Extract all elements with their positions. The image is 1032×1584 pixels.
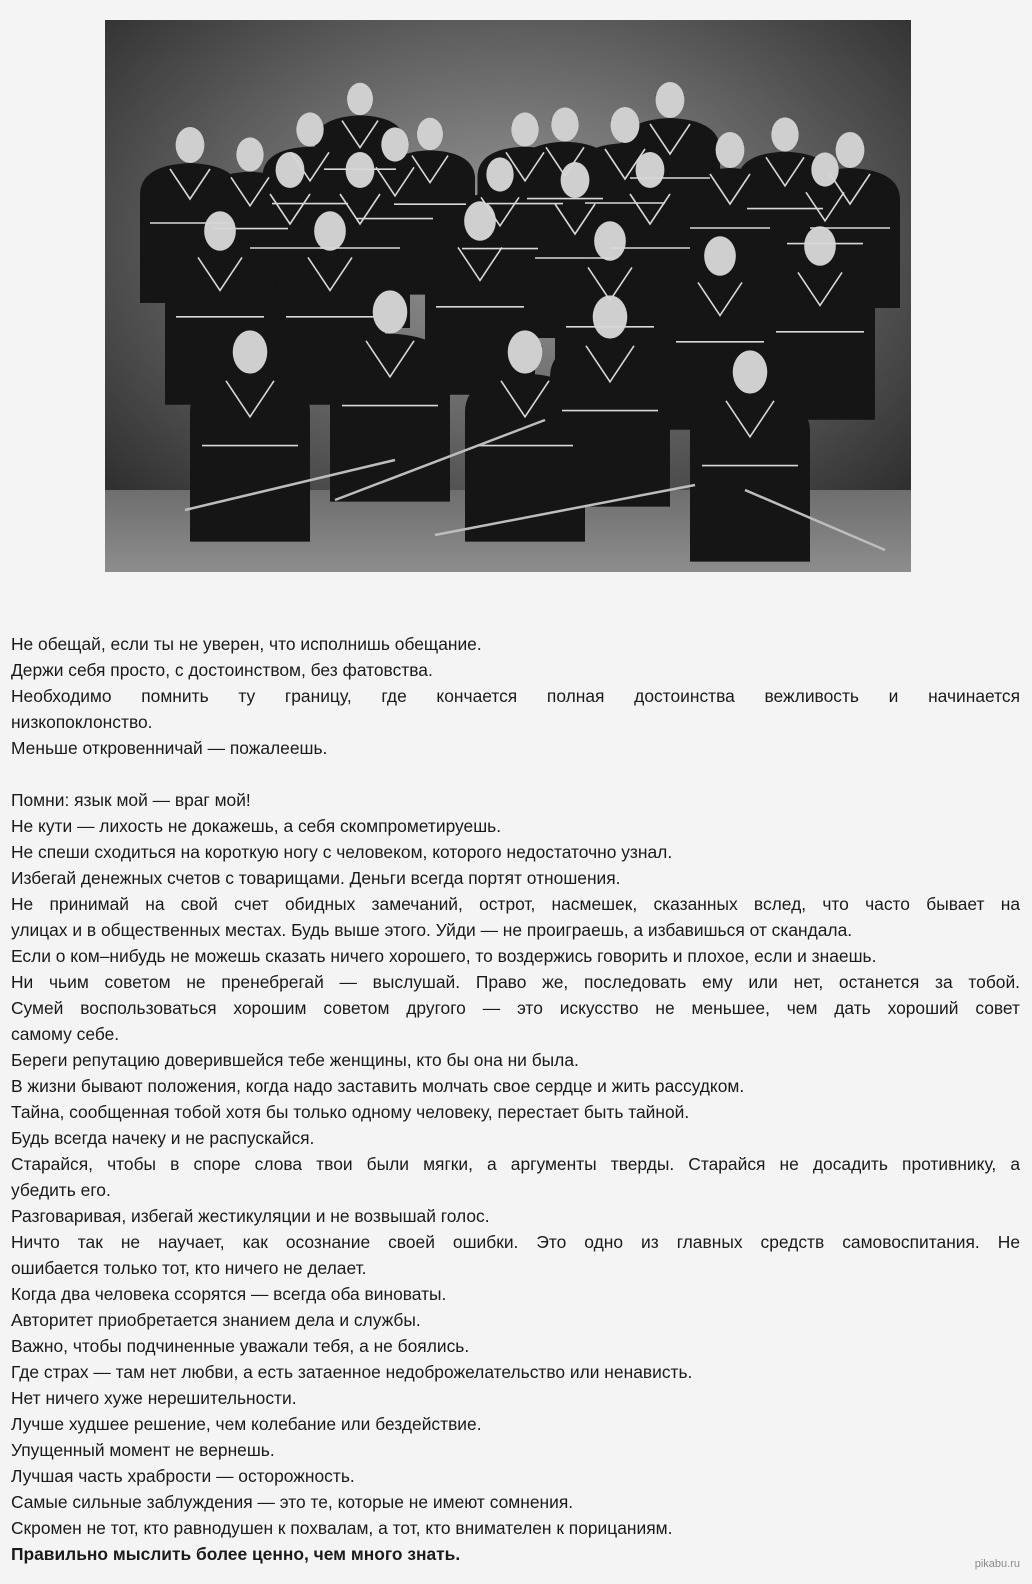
officer-face	[656, 82, 685, 118]
text-line: Береги репутацию доверившейся тебе женщины, кто бы она ни была.	[11, 1050, 579, 1070]
officer-face	[836, 132, 865, 168]
officer-figure	[330, 334, 450, 502]
officer-face	[176, 127, 205, 163]
officer-face	[204, 211, 236, 251]
text-line: Когда два человека ссорятся — всегда оба виноваты.	[11, 1284, 447, 1304]
text-line: низкопоклонство.	[11, 712, 153, 732]
officer-face	[593, 295, 628, 338]
officer-face	[296, 112, 323, 146]
officer-face	[611, 107, 640, 143]
officer-face	[276, 152, 305, 188]
officer-face	[417, 118, 443, 150]
text-line: Не спеши сходиться на короткую ногу с человеком, которого недостаточно узнал.	[11, 842, 673, 862]
officers-photo-illustration	[105, 20, 911, 572]
officer-face	[381, 127, 408, 161]
officer-face	[561, 162, 590, 198]
text-line: Авторитет приобретается знанием дела и службы.	[11, 1310, 421, 1330]
text-line: Старайся, чтобы в споре слова твои были мягки, а аргументы тверды. Старайся не досадить противнику, а	[11, 1154, 1020, 1174]
text-line: Упущенный момент не вернешь.	[11, 1440, 275, 1460]
text-line: Где страх — там нет любви, а есть затаенное недоброжелательство или ненависть.	[11, 1362, 693, 1382]
officer-face	[347, 83, 373, 115]
officer-face	[508, 330, 543, 373]
officer-face	[373, 290, 408, 333]
text-line: Лучше худшее решение, чем колебание или бездействие.	[11, 1414, 482, 1434]
officer-face	[716, 132, 745, 168]
text-line: Скромен не тот, кто равнодушен к похвалам, а тот, кто внимателен к порицаниям.	[11, 1518, 673, 1538]
text-line: В жизни бывают положения, когда надо заставить молчать свое сердце и жить рассудком.	[11, 1076, 745, 1096]
text-line: Избегай денежных счетов с товарищами. Деньги всегда портят отношения.	[11, 868, 621, 888]
text-line: Самые сильные заблуждения — это те, которые не имеют сомнения.	[11, 1492, 574, 1512]
text-line-bold: Правильно мыслить более ценно, чем много знать.	[11, 1544, 461, 1564]
text-line: Необходимо помнить ту границу, где кончается полная достоинства вежливость и начинается	[11, 686, 1020, 706]
officer-face	[314, 211, 346, 251]
text-line: улицах и в общественных местах. Будь выше этого. Уйди — не проиграешь, а избавишься от скандала.	[11, 920, 853, 940]
officer-face	[464, 201, 496, 241]
text-line: самому себе.	[11, 1024, 120, 1044]
officer-figure	[765, 266, 875, 420]
officer-face	[233, 330, 268, 373]
officers-group-photo	[105, 20, 911, 572]
text-line: Не принимай на свой счет обидных замечаний, острот, насмешек, сказанных вслед, что часто бывает на	[11, 894, 1020, 914]
text-line: Нет ничего хуже нерешительности.	[11, 1388, 297, 1408]
officer-face	[804, 226, 836, 266]
officer-face	[733, 350, 768, 393]
paragraph-gap	[11, 761, 1020, 787]
text-line: Разговаривая, избегай жестикуляции и не возвышай голос.	[11, 1206, 490, 1226]
officer-face	[236, 137, 263, 171]
text-line: Не кути — лихость не докажешь, а себя скомпрометируешь.	[11, 816, 502, 836]
text-line: Лучшая часть храбрости — осторожность.	[11, 1466, 355, 1486]
officer-figure	[550, 339, 670, 507]
watermark: pikabu.ru	[974, 1558, 1020, 1570]
officer-face	[704, 236, 736, 276]
rules-text	[11, 631, 1020, 1567]
officer-face	[551, 107, 578, 141]
officer-face	[771, 117, 798, 151]
officer-figure	[190, 374, 310, 542]
officer-face	[511, 112, 538, 146]
text-line: Важно, чтобы подчиненные уважали тебя, а не боялись.	[11, 1336, 470, 1356]
text-line: Ни чьим советом не пренебрегай — выслушай. Право же, последовать ему или нет, останется за тобой.	[11, 972, 1020, 992]
text-line: Помни: язык мой — враг мой!	[11, 790, 251, 810]
officer-figure	[690, 394, 810, 562]
text-line: Ничто так не научает, как осознание своей ошибки. Это одно из главных средств самовоспитания. Не	[11, 1232, 1020, 1252]
text-line: ошибается только тот, кто ничего не делает.	[11, 1258, 367, 1278]
text-line: убедить его.	[11, 1180, 111, 1200]
text-line: Тайна, сообщенная тобой хотя бы только одному человеку, перестает быть тайной.	[11, 1102, 690, 1122]
officer-face	[486, 157, 513, 191]
text-line: Если о ком–нибудь не можешь сказать ничего хорошего, то воздержись говорить и плохое, если и знаешь.	[11, 946, 877, 966]
text-line: Сумей воспользоваться хорошим советом другого — это искусство не меньшее, чем дать хороший совет	[11, 998, 1020, 1018]
text-line: Держи себя просто, с достоинством, без фатовства.	[11, 660, 433, 680]
text-line: Меньше откровенничай — пожалеешь.	[11, 738, 328, 758]
officer-face	[594, 221, 626, 261]
text-line: Не обещай, если ты не уверен, что исполнишь обещание.	[11, 634, 482, 654]
text-line: Будь всегда начеку и не распускайся.	[11, 1128, 315, 1148]
